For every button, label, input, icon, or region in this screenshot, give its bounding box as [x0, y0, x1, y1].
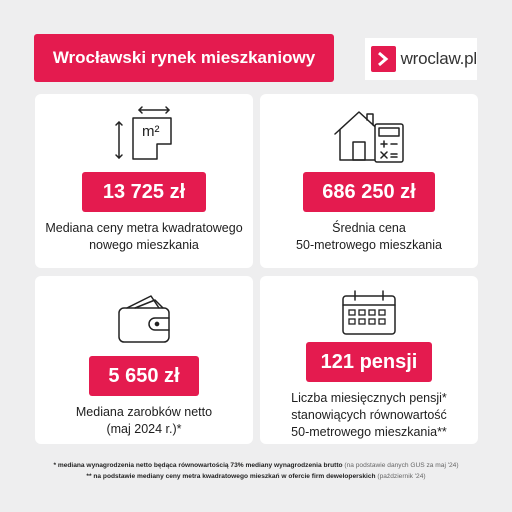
wroclaw-logo[interactable] [365, 38, 477, 80]
page-title [34, 34, 334, 82]
logo-chevron-icon [371, 46, 396, 72]
card-salary [35, 276, 253, 444]
footnotes [0, 460, 512, 482]
logo-text: wroclaw.pl [400, 49, 477, 68]
card-price-per-m2 [35, 94, 253, 268]
avg-price-value: 686 250 zł [303, 172, 435, 212]
price-per-m2-description: Mediana ceny metra kwadratowego nowego mieszkania [45, 221, 243, 252]
card-salaries-count [260, 276, 478, 444]
page-title-text: Wrocławski rynek mieszkaniowy [52, 48, 316, 67]
card-avg-price [260, 94, 478, 268]
floor-plan-m2-icon [35, 104, 253, 164]
salary-value: 5 650 zł [89, 356, 199, 396]
footnote-2: ** na podstawie mediany ceny metra kwadratowego mieszkań w ofercie firm deweloperskich (październik '24) [86, 473, 426, 480]
avg-price-description: Średnia cena 50-metrowego mieszkania [296, 221, 442, 252]
wallet-icon [35, 290, 253, 346]
m2-label: m² [142, 123, 160, 140]
house-calculator-icon [260, 104, 478, 166]
salaries-count-value: 121 pensji [306, 342, 432, 382]
price-per-m2-value: 13 725 zł [82, 172, 206, 212]
footnote-1: * mediana wynagrodzenia netto będąca równowartością 73% mediany wynagrodzenia brutto (na podstawie danych GUS za maj '24) [53, 462, 459, 469]
salary-description: Mediana zarobków netto (maj 2024 r.)* [75, 405, 213, 436]
calendar-icon [260, 288, 478, 338]
salaries-count-description: Liczba miesięcznych pensji* stanowiących równowartość 50-metrowego mieszkania** [291, 391, 447, 439]
